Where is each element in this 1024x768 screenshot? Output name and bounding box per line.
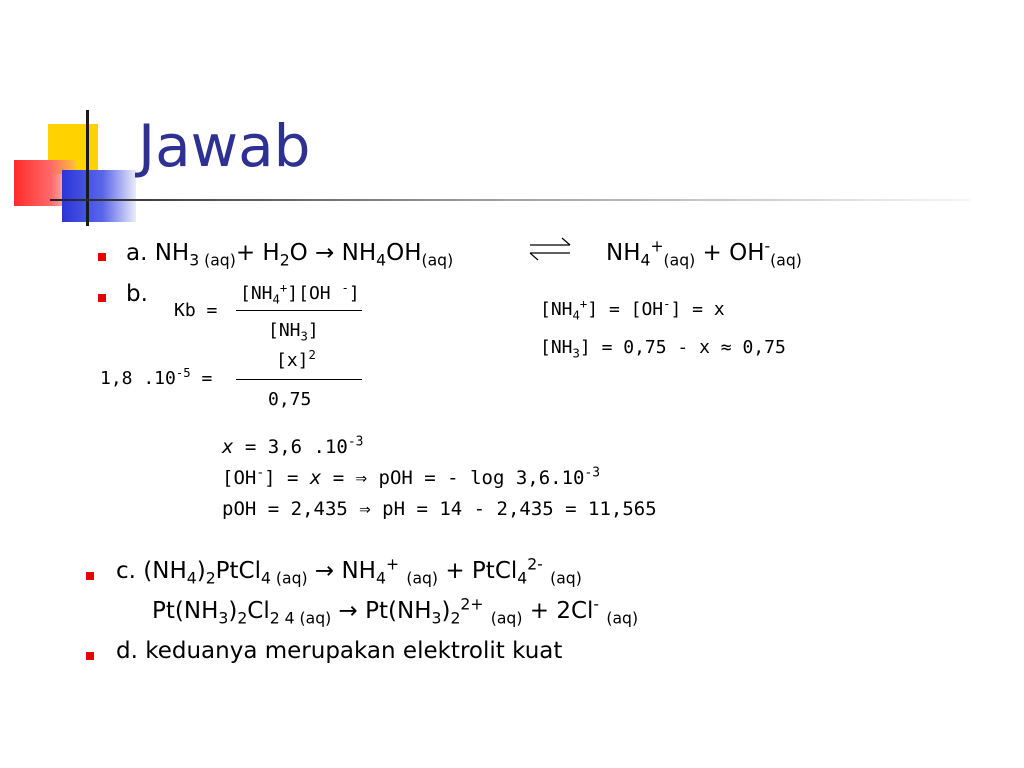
line-c-2: $Pt(NH_3)_2Cl_{2 4 (aq)} \to Pt(NH_3)_2^{2+}$ $_{(aq)}$ + 2Cl- $_{(aq)}$ — [152, 594, 639, 628]
line-a-products: $NH_4^+_{(aq)} + OH^-_{(aq)}$ — [606, 236, 802, 270]
x-denominator: 0,75 — [268, 389, 312, 410]
line-c-1: c. $(NH_4)_2PtCl_{4 (aq)} \to NH_4^+$ $_{(aq)}$ + PtCl$_4^{2-}$ $_{(aq)}$ — [116, 554, 582, 588]
decor-title-underline — [50, 199, 970, 201]
decor-blue-square — [62, 170, 136, 222]
nh4-equals-oh: $[NH_4^+] = [OH^-] = x$ — [540, 297, 725, 323]
equilibrium-arrow-icon — [526, 233, 574, 265]
line-a-reactants: a. $NH_{3 (aq)}+ H_2O \to NH_4OH_{(aq)}$ — [126, 240, 454, 270]
slide-title: Jawab — [138, 112, 311, 180]
line-b-label: b. — [126, 281, 148, 307]
kb-denominator: $[NH_3]$ — [268, 320, 319, 344]
decor-vertical-line — [86, 110, 89, 226]
bullet-a-icon — [98, 253, 106, 261]
kb-value-label: 1,8 $.10^{-5}$ = — [100, 366, 213, 389]
bullet-c-icon — [86, 572, 94, 580]
bullet-d-icon — [86, 652, 94, 660]
oh-result-line: [OH-] = x = ⇒ pOH = - $\log 3,6.10^{-3}$ — [222, 465, 601, 489]
x-result-line: x = 3,6 $.10^{-3}$ — [222, 434, 364, 458]
x-squared-numerator: $[x]^2$ — [276, 348, 316, 371]
bullet-b-icon — [98, 294, 106, 302]
kb-fraction-bar — [236, 310, 362, 311]
line-d: d. keduanya merupakan elektrolit kuat — [116, 638, 563, 664]
kb-numerator: $[NH_4^+][OH$ -] — [240, 281, 360, 307]
nh3-approx: $[NH_3] = 0,75 - x \approx 0,75$ — [540, 337, 786, 361]
ph-result-line: pOH = 2,435 ⇒ pH = 14 - 2,435 = 11,565 — [222, 498, 657, 520]
kb-label: Kb = — [174, 300, 218, 321]
x-fraction-bar — [236, 379, 362, 380]
